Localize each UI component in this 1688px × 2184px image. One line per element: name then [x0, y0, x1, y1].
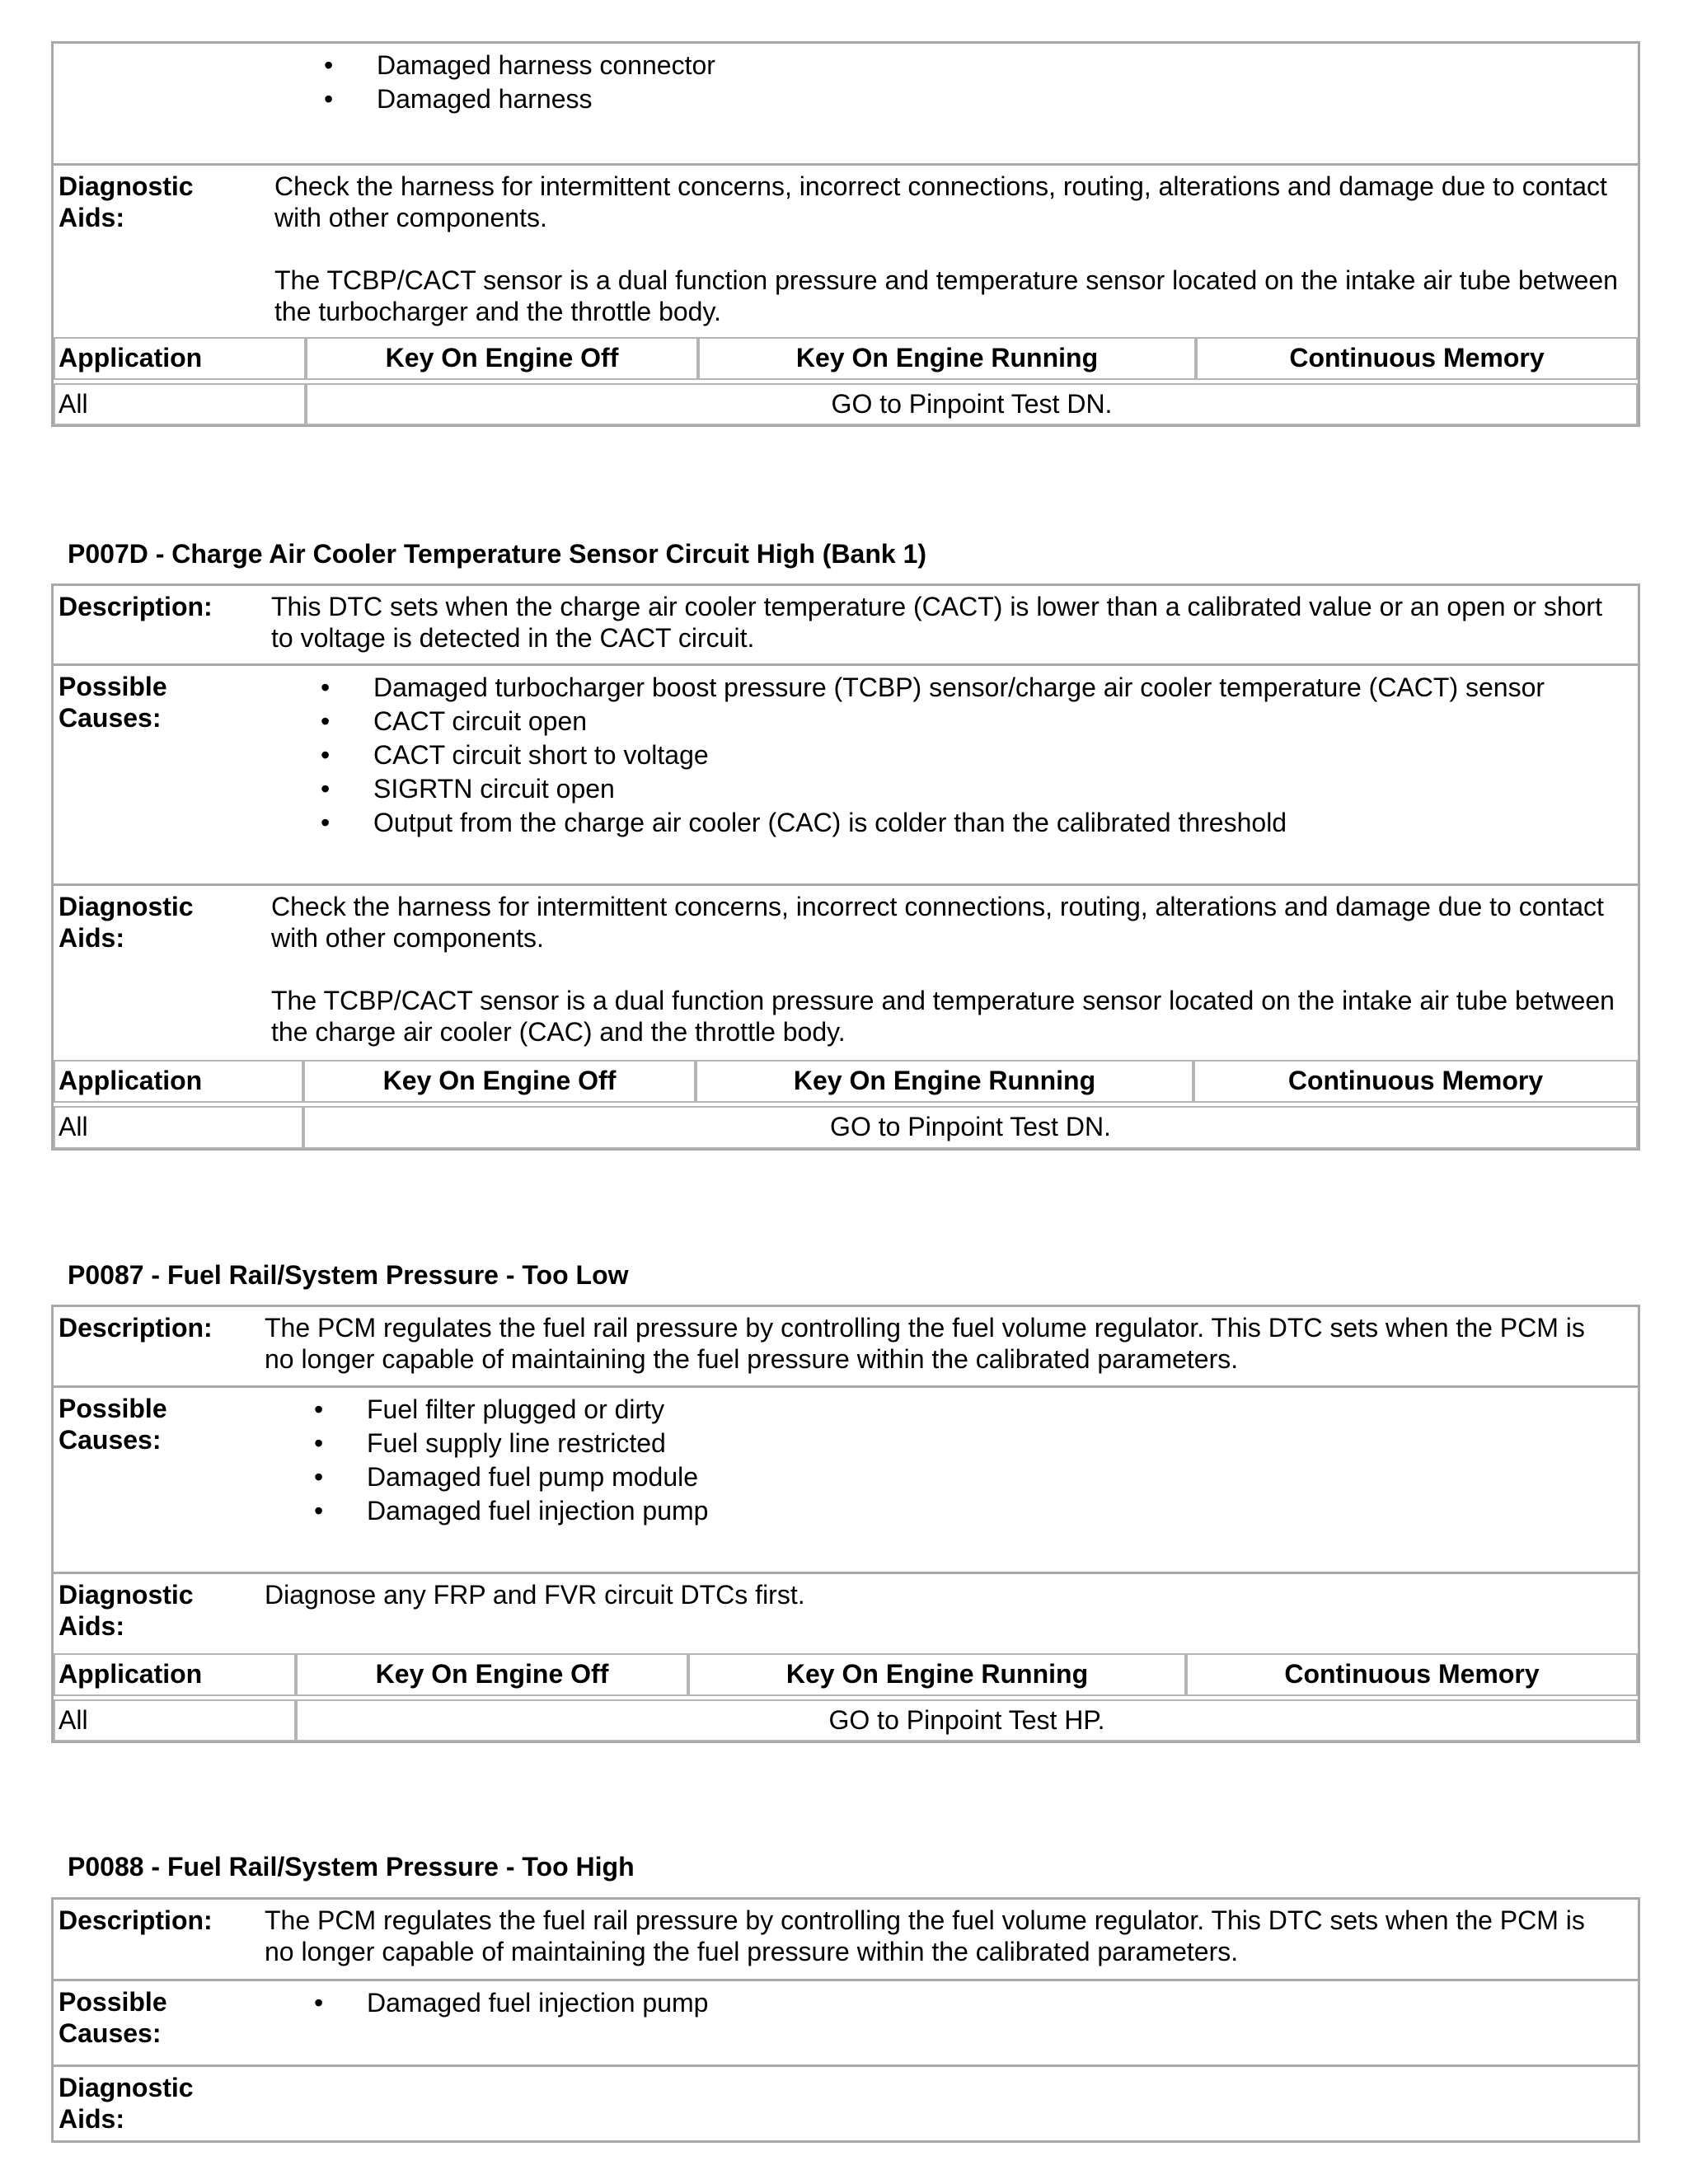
diagnostic-aids-row — [54, 163, 1638, 334]
description-text: This DTC sets when the charge air cooler temperature (CACT) is lower than a calibrated value or an open or short to voltage is detected in the CACT circuit. — [271, 592, 1602, 653]
list-item: • Damaged fuel pump module — [314, 1462, 699, 1492]
koeo-header: Key On Engine Off — [303, 1060, 696, 1103]
possible-causes-row — [54, 1979, 1638, 2064]
cm-header: Continuous Memory — [1186, 1653, 1638, 1696]
list-item: • SIGRTN circuit open — [321, 774, 615, 804]
diagnostic-aids-text: Check the harness for intermittent concerns, incorrect connections, routing, alterations and damage due to contact with other components. The TCBP/CACT sensor is a dual function pressure and temperature sensor located on the intake air tube between the turbocharger and the throttle body. — [274, 171, 1618, 326]
diagnostic-aids-label: Diagnostic Aids: — [59, 2073, 194, 2134]
application-header: Application — [54, 337, 306, 380]
dtc-table-p0088 — [51, 1897, 1640, 2143]
koeo-header: Key On Engine Off — [306, 337, 698, 380]
diagnostic-aids-row — [54, 2064, 1638, 2140]
koer-header: Key On Engine Running — [688, 1653, 1186, 1696]
possible-causes-list — [324, 49, 715, 116]
dtc-table-continued — [51, 41, 1640, 427]
application-value: All — [54, 1699, 296, 1741]
possible-causes-list — [321, 671, 1545, 840]
possible-causes-label: Possible Causes: — [59, 1987, 167, 2048]
application-value: All — [54, 1106, 303, 1149]
possible-causes-row — [54, 44, 1638, 163]
possible-causes-list — [314, 1986, 708, 2020]
list-item: • Damaged harness connector — [324, 50, 715, 80]
application-header: Application — [54, 1060, 303, 1103]
list-item: • Output from the charge air cooler (CAC) is colder than the calibrated threshold — [321, 808, 1287, 837]
list-item: • CACT circuit short to voltage — [321, 740, 709, 770]
dtc-heading-p007d: P007D - Charge Air Cooler Temperature Sensor Circuit High (Bank 1) — [68, 539, 927, 569]
list-item: • Damaged fuel injection pump — [314, 1496, 709, 1526]
application-header: Application — [54, 1653, 296, 1696]
list-item: • Fuel supply line restricted — [314, 1428, 666, 1458]
possible-causes-label: Possible Causes: — [59, 1394, 167, 1455]
list-item: • CACT circuit open — [321, 706, 588, 736]
action-value: GO to Pinpoint Test DN. — [303, 1106, 1638, 1149]
list-item: • Damaged harness — [324, 84, 593, 114]
application-value: All — [54, 383, 306, 425]
description-label: Description: — [59, 1905, 213, 1935]
description-text: The PCM regulates the fuel rail pressure by controlling the fuel volume regulator. This DTC sets when the PCM is no longer capable of maintaining the fuel pressure within the calibrated parameters. — [265, 1905, 1585, 1966]
description-row — [54, 586, 1638, 663]
possible-causes-list — [314, 1393, 708, 1528]
action-value: GO to Pinpoint Test DN. — [306, 383, 1638, 425]
koeo-header: Key On Engine Off — [296, 1653, 688, 1696]
description-text: The PCM regulates the fuel rail pressure by controlling the fuel volume regulator. This DTC sets when the PCM is no longer capable of maintaining the fuel pressure within the calibrated parameters. — [265, 1313, 1585, 1374]
list-item: • Fuel filter plugged or dirty — [314, 1394, 665, 1424]
description-label: Description: — [59, 592, 213, 621]
list-item: • Damaged fuel injection pump — [314, 1988, 709, 2018]
possible-causes-row — [54, 1385, 1638, 1572]
diagnostic-aids-row — [54, 883, 1638, 1057]
application-table — [54, 1057, 1638, 1151]
description-label: Description: — [59, 1313, 213, 1343]
possible-causes-label: Possible Causes: — [59, 672, 167, 733]
diagnostic-aids-text: Check the harness for intermittent concerns, incorrect connections, routing, alterations and damage due to contact with other components. The TCBP/CACT sensor is a dual function pressure and temperature sensor located on the intake air tube between the charge air cooler (CAC) and the throttle body. — [271, 892, 1615, 1047]
diagnostic-aids-text: Diagnose any FRP and FVR circuit DTCs first. — [265, 1580, 805, 1610]
diagnostic-aids-row — [54, 1572, 1638, 1650]
list-item: • Damaged turbocharger boost pressure (TCBP) sensor/charge air cooler temperature (CACT) sensor — [321, 673, 1545, 702]
diagnostic-aids-label: Diagnostic Aids: — [59, 1580, 194, 1641]
application-table — [54, 334, 1638, 427]
diagnostic-aids-label: Diagnostic Aids: — [59, 171, 194, 232]
possible-causes-row — [54, 663, 1638, 883]
dtc-heading-p0088: P0088 - Fuel Rail/System Pressure - Too High — [68, 1852, 635, 1882]
cm-header: Continuous Memory — [1196, 337, 1638, 380]
diagnostic-aids-label: Diagnostic Aids: — [59, 892, 194, 953]
koer-header: Key On Engine Running — [696, 1060, 1193, 1103]
application-table — [54, 1650, 1638, 1743]
cm-header: Continuous Memory — [1193, 1060, 1638, 1103]
action-value: GO to Pinpoint Test HP. — [296, 1699, 1638, 1741]
koer-header: Key On Engine Running — [698, 337, 1196, 380]
description-row — [54, 1307, 1638, 1385]
dtc-table-p007d — [51, 583, 1640, 1151]
description-row — [54, 1900, 1638, 1979]
dtc-heading-p0087: P0087 - Fuel Rail/System Pressure - Too Low — [68, 1260, 629, 1290]
dtc-table-p0087 — [51, 1305, 1640, 1743]
